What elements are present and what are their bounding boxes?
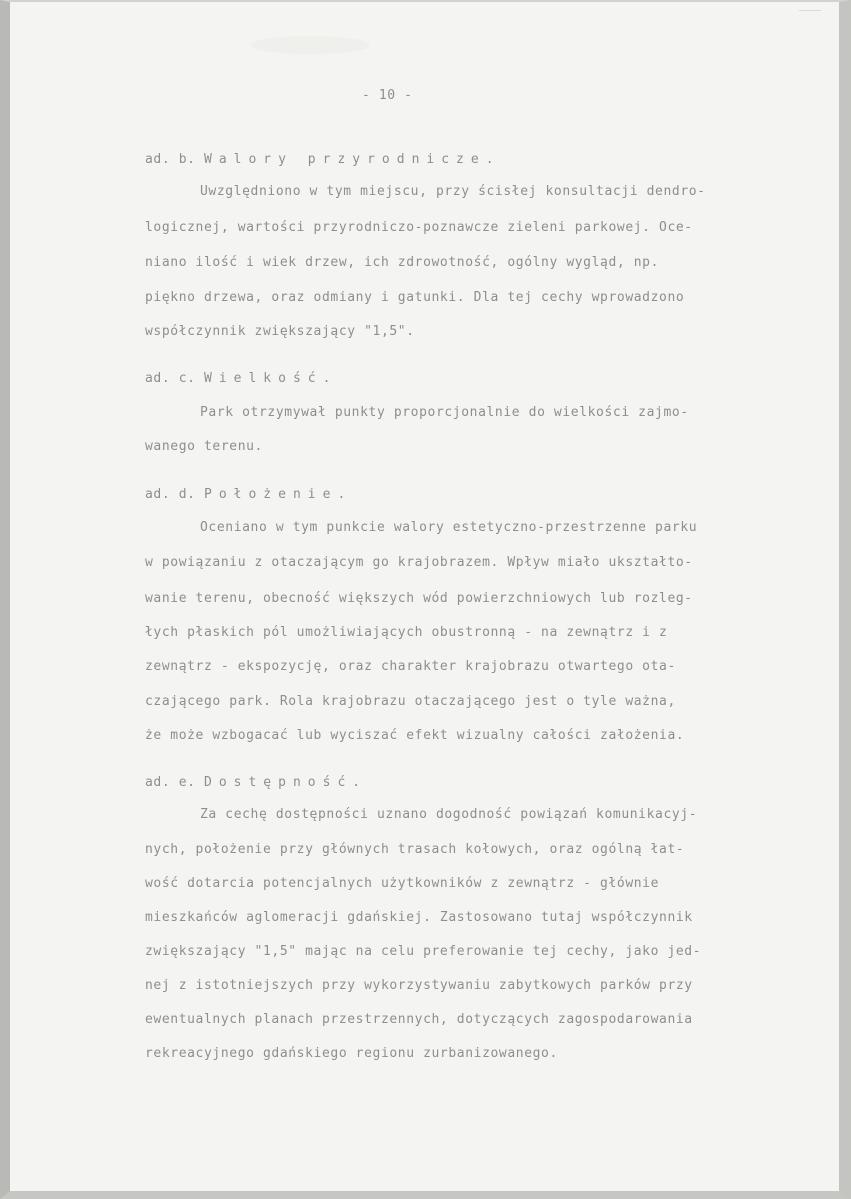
section-label: ad. c. [145, 371, 196, 386]
paragraph-line: wanego terenu. [145, 439, 263, 454]
paragraph-line: Oceniano w tym punkcie walory estetyczno-przestrzenne parku [200, 520, 698, 535]
section-label: ad. b. [145, 152, 196, 167]
section-label: ad. d. [145, 487, 196, 502]
section-title: Walory przyrodnicze. [204, 152, 501, 167]
paragraph-line: wanie terenu, obecność większych wód powierzchniowych lub rozleg- [145, 591, 693, 606]
section-heading-wielkosc [145, 371, 337, 387]
paragraph-line: że może wzbogacać lub wyciszać efekt wizualny całości założenia. [145, 728, 685, 743]
paragraph-line: piękno drzewa, oraz odmiany i gatunki. Dla tej cechy wprowadzono [145, 290, 685, 305]
page-number: - 10 - [362, 88, 413, 103]
paragraph-line: Za cechę dostępności uznano dogodność powiązań komunikacyj- [200, 807, 698, 822]
paragraph-line: czającego park. Rola krajobrazu otaczającego jest o tyle ważna, [145, 694, 676, 709]
paragraph-line: wość dotarcia potencjalnych użytkowników z zewnątrz - głównie [145, 876, 660, 891]
section-label: ad. e. [145, 775, 196, 790]
section-heading-dostepnosc [145, 775, 367, 791]
paragraph-line: Uwzględniono w tym miejscu, przy ścisłej konsultacji dendro- [200, 184, 706, 199]
paragraph-line: łych płaskich pól umożliwiających obustronną - na zewnątrz i z [145, 625, 668, 640]
paragraph-line: ewentualnych planach przestrzennych, dotyczących zagospodarowania [145, 1012, 693, 1027]
paragraph-line: zwiększający "1,5" mając na celu preferowanie tej cechy, jako jed- [145, 944, 702, 959]
paragraph-line: Park otrzymywał punkty proporcjonalnie do wielkości zajmo- [200, 405, 689, 420]
paragraph-line: rekreacyjnego gdańskiego regionu zurbanizowanego. [145, 1046, 558, 1061]
section-heading-walory [145, 152, 501, 168]
paragraph-line: niano ilość i wiek drzew, ich zdrowotność, ogólny wygląd, np. [145, 255, 660, 270]
paragraph-line: nych, położenie przy głównych trasach kołowych, oraz ogólną łat- [145, 842, 685, 857]
paragraph-line: mieszkańców aglomeracji gdańskiej. Zastosowano tutaj współczynnik [145, 910, 693, 925]
paragraph-line: logicznej, wartości przyrodniczo-poznawcze zieleni parkowej. Oce- [145, 220, 693, 235]
section-title: Wielkość. [204, 371, 338, 386]
typed-text-body [10, 2, 839, 1191]
section-title: Położenie. [204, 487, 353, 502]
section-heading-polozenie [145, 487, 352, 503]
paragraph-line: w powiązaniu z otaczającym go krajobrazem. Wpływ miało ukształto- [145, 555, 693, 570]
section-title: Dostępność. [204, 775, 368, 790]
paragraph-line: współczynnik zwiększający "1,5". [145, 324, 415, 339]
paragraph-line: nej z istotniejszych przy wykorzystywaniu zabytkowych parków przy [145, 978, 693, 993]
paragraph-line: zewnątrz - ekspozycję, oraz charakter krajobrazu otwartego ota- [145, 659, 676, 674]
